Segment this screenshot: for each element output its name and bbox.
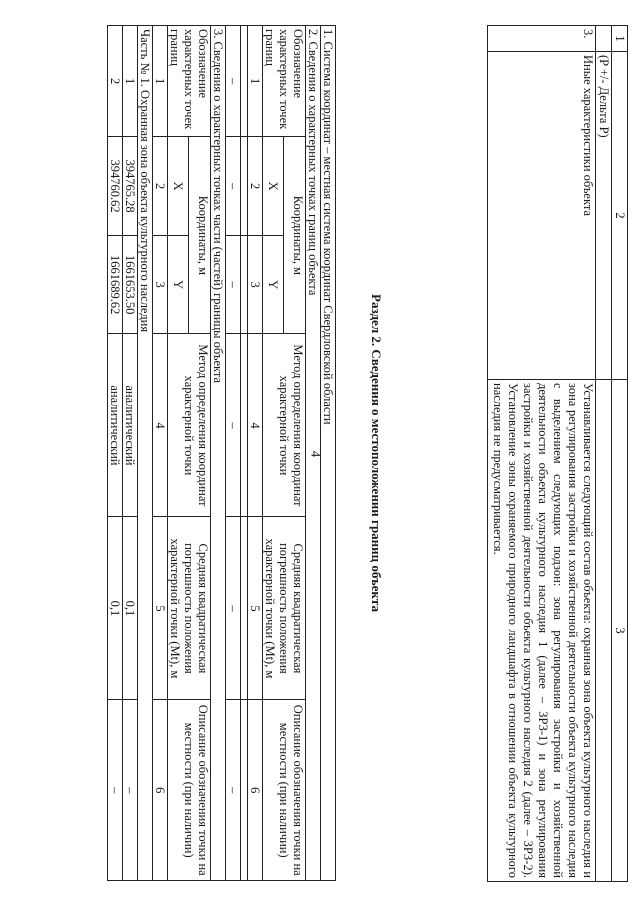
table-row <box>138 26 153 881</box>
point-description: – <box>108 700 123 881</box>
column-number: 3 <box>248 235 263 334</box>
column-number: 6 <box>153 700 168 881</box>
column-number: 1 <box>153 26 168 137</box>
table-cell <box>596 26 612 52</box>
table-row <box>488 26 596 882</box>
column-number: 4 <box>248 334 263 517</box>
section-heading-row: 3. Сведения о характерных точках части (частей) границы объекта <box>211 26 226 881</box>
header-description: Описание обозначения точки на местности (при наличии) <box>168 700 211 881</box>
table-row <box>226 26 241 881</box>
column-number: 4 <box>153 334 168 517</box>
table-row <box>612 26 628 882</box>
table-cell: – <box>226 235 241 334</box>
table-cell <box>241 517 248 700</box>
header-point-designation: Обозначение характерных точек границ <box>168 26 211 137</box>
section-title: Раздел 2. Сведения о местоположении границ объекта <box>369 294 384 612</box>
header-y: Y <box>168 235 190 334</box>
header-description: Описание обозначения точки на местности (при наличии) <box>263 700 306 881</box>
header-method: Метод определения координат характерной точки <box>168 334 211 517</box>
table-cell <box>241 235 248 334</box>
column-number: 6 <box>248 700 263 881</box>
column-number: 2 <box>248 137 263 236</box>
header-error: Средняя квадратическая погрешность положения характерной точки (Mt), м <box>168 517 211 700</box>
table-cell <box>241 26 248 137</box>
table-cell <box>596 380 612 882</box>
table-row <box>123 26 138 881</box>
point-description: – <box>123 700 138 881</box>
section-heading-row: 2. Сведения о характерных точках границ объекта <box>306 26 321 881</box>
point-x: 394765.28 <box>123 137 138 236</box>
header-method: Метод определения координат характерной точки <box>263 334 306 517</box>
coordinates-table <box>107 25 336 881</box>
point-method: аналитический <box>108 334 123 517</box>
header-coordinates: Координаты, м <box>284 137 306 334</box>
column-number: 5 <box>248 517 263 700</box>
point-y: 1661689.62 <box>108 235 123 334</box>
characteristics-table <box>487 25 628 882</box>
item-description: Устанавливается следующий состав объекта: охранная зона объекта культурного наследия и зона регулирования застройки и хозяйственной деятельности объекта культурного наследия с выделением следующих подзон: зона регулирования застройки и хозяйственной деятельности объекта культурного наследия 1 (далее – ЗРЗ-1) и зона регулирования застройки и хозяйственной деятельности объекта культурного наследия 2 (далее – ЗРЗ-2). Установление зоны охраняемого природного ландшафта в отношении объекта культурного наследия не предусматривается. <box>488 380 596 882</box>
table-row <box>321 26 336 881</box>
point-number: 1 <box>123 26 138 137</box>
table-cell: – <box>226 334 241 517</box>
coordinate-system-row: 1. Система координат – местная система координат Свердловской области <box>321 26 336 881</box>
column-number: 3 <box>612 380 628 882</box>
point-error: 0,1 <box>108 517 123 700</box>
header-y: Y <box>263 235 285 334</box>
point-y: 1661653.50 <box>123 235 138 334</box>
point-error: 0,1 <box>123 517 138 700</box>
table-header-row <box>284 26 306 881</box>
header-error: Средняя квадратическая погрешность положения характерной точки (Mt), м <box>263 517 306 700</box>
point-number: 2 <box>108 26 123 137</box>
header-point-designation: Обозначение характерных точек границ <box>263 26 306 137</box>
table-cell <box>241 700 248 881</box>
table-cell: – <box>226 26 241 137</box>
delta-row-label: (P +/- Дельта P) <box>596 52 612 380</box>
table-cell: – <box>226 700 241 881</box>
table-header-row <box>189 26 211 881</box>
header-x: X <box>168 137 190 236</box>
point-method: аналитический <box>123 334 138 517</box>
item-number: 3. <box>488 26 596 52</box>
table-row <box>248 26 263 881</box>
table-row <box>153 26 168 881</box>
page-number: 4 <box>308 450 324 458</box>
table-cell <box>241 137 248 236</box>
table-cell <box>241 334 248 517</box>
table-row <box>306 26 321 881</box>
part-heading-row: Часть № 1. Охранная зона объекта культурного наследия <box>138 26 153 881</box>
item-label: Иные характеристики объекта <box>488 52 596 380</box>
column-number: 2 <box>153 137 168 236</box>
table-cell: – <box>226 137 241 236</box>
point-x: 394760.62 <box>108 137 123 236</box>
rotated-document-sheet <box>28 25 628 881</box>
column-number: 1 <box>612 26 628 52</box>
column-number: 5 <box>153 517 168 700</box>
column-number: 2 <box>612 52 628 380</box>
header-x: X <box>263 137 285 236</box>
column-number: 1 <box>248 26 263 137</box>
table-row <box>241 26 248 881</box>
table-row <box>596 26 612 882</box>
column-number: 3 <box>153 235 168 334</box>
table-cell: – <box>226 517 241 700</box>
table-row <box>211 26 226 881</box>
header-coordinates: Координаты, м <box>189 137 211 334</box>
table-row <box>108 26 123 881</box>
